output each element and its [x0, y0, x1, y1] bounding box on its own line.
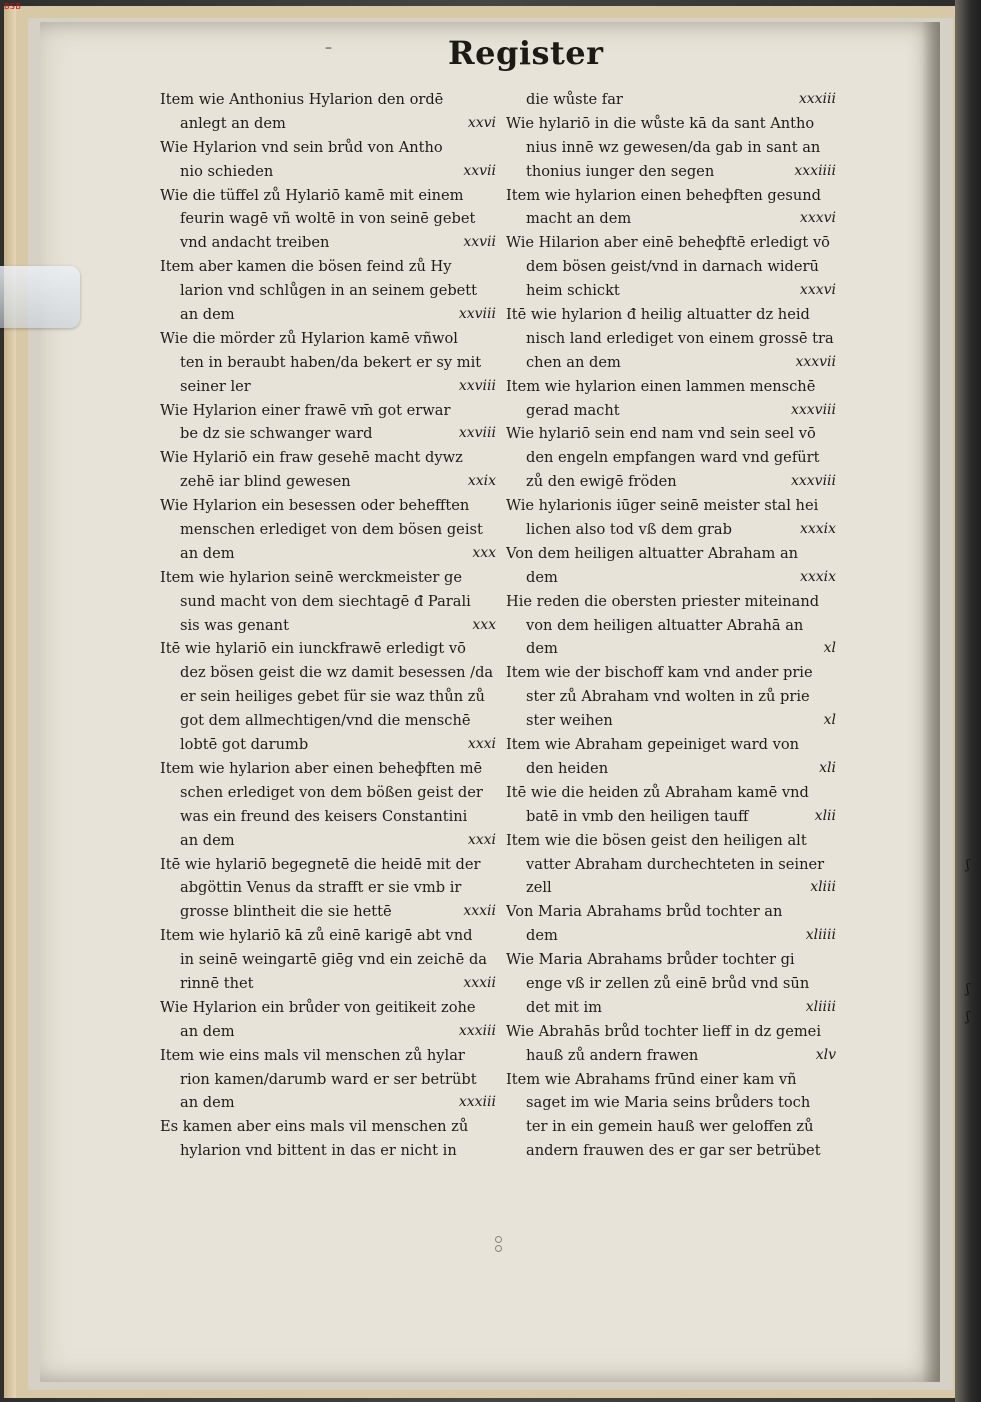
index-entry-text: ster zů Abraham vnd wolten in zů prie [526, 688, 810, 706]
index-line [160, 351, 500, 375]
folio-number: xliiii [805, 927, 836, 944]
folio-number: xxx [472, 544, 496, 561]
clear-tape-tab [0, 266, 80, 328]
index-line [160, 422, 500, 446]
index-line [506, 255, 840, 279]
index-entry-text: batē in vmb den heiligen tauff [526, 807, 749, 825]
index-entry-text: zell [526, 879, 552, 897]
index-line [160, 661, 500, 685]
index-line [160, 805, 500, 829]
index-line [160, 781, 500, 805]
index-entry-text: vnd andacht treiben [180, 234, 330, 252]
index-line [160, 709, 500, 733]
index-line [160, 1115, 500, 1139]
index-entry-text: heim schickt [526, 282, 620, 300]
index-line [506, 1044, 840, 1068]
index-entry-text: lobtē got darumb [180, 736, 309, 754]
index-entry-text: enge vß ir zellen zů einē brůd vnd sūn [526, 974, 810, 992]
index-line [506, 303, 840, 327]
index-entry-text: an dem [180, 1094, 235, 1112]
index-line [160, 399, 500, 423]
index-entry-text: Wie hylarionis iūger seinē meister stal hei [506, 497, 819, 515]
index-entry-text: Wie die tüffel zů Hylariō kamē mit einem [160, 186, 464, 204]
folio-number: xxxii [463, 974, 496, 991]
index-line [160, 231, 500, 255]
index-entry-text: Wie Hylariō ein fraw gesehē macht dywz [160, 449, 463, 467]
folio-number: xxviii [458, 377, 496, 394]
index-line [160, 685, 500, 709]
index-line [506, 542, 840, 566]
index-entry-text: den engeln empfangen ward vnd gefürt [526, 449, 820, 467]
index-entry-text: rion kamen/darumb ward er ser betrübt [180, 1070, 477, 1088]
index-entry-text: Von dem heiligen altuatter Abraham an [506, 544, 799, 562]
index-entry-text: nisch land erlediget von einem grossē tra [526, 329, 834, 347]
index-line [160, 1139, 500, 1163]
left-index-column [160, 88, 500, 1163]
index-line [160, 757, 500, 781]
index-line [160, 1091, 500, 1115]
index-line [506, 88, 840, 112]
index-entry-text: Wie Hylarion ein besessen oder behefften [160, 497, 470, 515]
index-line [506, 757, 840, 781]
index-line [160, 900, 500, 924]
index-entry-text: von dem heiligen altuatter Abrahā an [526, 616, 804, 634]
index-entry-text: die wůste far [526, 91, 623, 108]
folio-number: xliii [810, 879, 836, 896]
index-entry-text: zů den ewigē fröden [526, 473, 677, 491]
folio-number: xxx [472, 616, 496, 633]
folio-number: xxxvi [799, 210, 836, 227]
index-line [506, 375, 840, 399]
index-line [506, 661, 840, 685]
index-entry-text: Itē wie hylariō begegnetē die heidē mit der [160, 855, 481, 873]
index-line [506, 590, 840, 614]
binding-board-edge [4, 6, 16, 1398]
index-entry-text: Wie Hylarion einer frawē vm̄ got erwar [160, 401, 451, 419]
folio-number: xliiii [805, 998, 836, 1015]
index-entry-text: Item wie eins mals vil menschen zů hylar [160, 1046, 465, 1064]
index-entry-text: Itē wie hylarion đ heilig altuatter dz heid [506, 306, 810, 324]
index-line [160, 829, 500, 853]
folio-number: xxvii [463, 162, 496, 179]
right-index-column [506, 88, 840, 1163]
index-entry-text: det mit im [526, 998, 602, 1016]
index-entry-text: saget im wie Maria seins brůders toch [526, 1094, 811, 1112]
index-entry-text: ter in ein gemein hauß wer geloffen zů [526, 1118, 814, 1136]
index-line [506, 112, 840, 136]
index-entry-text: dem [526, 640, 558, 658]
index-line [160, 327, 500, 351]
index-line [160, 1068, 500, 1092]
index-entry-text: thonius iunger den segen [526, 162, 715, 180]
index-entry-text: ten in beraubt haben/da bekert er sy mit [180, 353, 482, 371]
index-line [160, 375, 500, 399]
index-entry-text: Item wie hylariō kā zů einē karigē abt vnd [160, 927, 473, 945]
index-line [160, 112, 500, 136]
index-entry-text: dez bösen geist die wz damit besessen /da [180, 664, 494, 682]
index-entry-text: was ein freund des keisers Constantini [180, 807, 468, 825]
index-line [506, 160, 840, 184]
index-line [160, 948, 500, 972]
index-entry-text: ster weihen [526, 712, 613, 730]
ornament-dot [495, 1245, 502, 1252]
index-line [160, 207, 500, 231]
folio-number: xlii [814, 807, 836, 824]
index-line [160, 446, 500, 470]
index-line [160, 637, 500, 661]
index-line [506, 900, 840, 924]
index-entry-text: Item wie der bischoff kam vnd ander prie [506, 664, 813, 682]
index-line [506, 685, 840, 709]
index-line [160, 996, 500, 1020]
index-line [160, 184, 500, 208]
index-entry-text: menschen erlediget von dem bösen geist [180, 521, 483, 539]
adjacent-glyph: ʃ [966, 982, 970, 997]
index-line [160, 614, 500, 638]
index-entry-text: Wie hylariō sein end nam vnd sein seel vō [506, 425, 816, 443]
index-entry-text: Item wie Abrahams frūnd einer kam vñ [506, 1070, 797, 1088]
index-line [506, 948, 840, 972]
index-line [506, 446, 840, 470]
index-entry-text: abgöttin Venus da strafft er sie vmb ir [180, 879, 462, 897]
index-line [506, 136, 840, 160]
folio-number: xxxix [799, 521, 836, 538]
ornament-dot [495, 1236, 502, 1243]
index-line [506, 231, 840, 255]
index-entry-text: Wie hylariō in die wůste kā da sant Antho [506, 114, 815, 132]
folio-number: xl [823, 640, 836, 657]
index-entry-text: zehē iar blind gewesen [180, 473, 351, 491]
page-title: Register [448, 34, 604, 72]
index-line [506, 614, 840, 638]
index-line [160, 279, 500, 303]
index-line [506, 733, 840, 757]
folio-number: xxxix [799, 568, 836, 585]
index-entry-text: seiner ler [180, 377, 251, 395]
index-entry-text: Item aber kamen die bösen feind zů Hy [160, 258, 452, 276]
index-line [506, 996, 840, 1020]
index-line [506, 805, 840, 829]
index-line [506, 829, 840, 853]
index-line [506, 924, 840, 948]
index-line [506, 470, 840, 494]
folio-number: xxxvi [799, 282, 836, 299]
index-entry-text: Item wie hylarion einen lammen menschē [506, 377, 816, 395]
index-line [506, 1068, 840, 1092]
index-entry-text: be dz sie schwanger ward [180, 425, 373, 443]
folio-number: xxxii [463, 903, 496, 920]
index-line [160, 972, 500, 996]
index-entry-text: Es kamen aber eins mals vil menschen zů [160, 1118, 469, 1136]
folio-number: xxix [467, 473, 496, 490]
folio-number: xxxviii [790, 401, 836, 418]
adjacent-page-edge [962, 0, 981, 1402]
index-entry-text: andern frauwen des er gar ser betrübet [526, 1142, 821, 1160]
index-entry-text: Wie Hylarion vnd sein brůd von Antho [160, 138, 443, 156]
index-entry-text: Item wie die bösen geist den heiligen alt [506, 831, 807, 849]
header-dash: – [325, 40, 332, 56]
index-line [160, 566, 500, 590]
index-line [506, 781, 840, 805]
index-entry-text: Wie die mörder zů Hylarion kamē vñwol [160, 329, 458, 347]
index-line [506, 637, 840, 661]
index-entry-text: an dem [180, 831, 235, 849]
index-entry-text: schen erlediget von dem bößen geist der [180, 783, 483, 801]
index-line [160, 494, 500, 518]
index-line [160, 160, 500, 184]
index-entry-text: got dem allmechtigen/vnd die menschē [180, 712, 471, 730]
index-entry-text: hauß zů andern frawen [526, 1046, 699, 1064]
index-entry-text: Itē wie hylariō ein iunckfrawē erledigt vō [160, 640, 466, 658]
index-line [506, 327, 840, 351]
index-line [160, 255, 500, 279]
index-entry-text: dem [526, 568, 558, 586]
folio-number: xxvii [463, 234, 496, 251]
index-line [506, 494, 840, 518]
index-entry-text: macht an dem [526, 210, 632, 228]
index-entry-text: hylarion vnd bittent in das er nicht in [180, 1142, 457, 1160]
index-entry-text: an dem [180, 306, 235, 324]
folio-number: xli [819, 759, 836, 776]
page-ornament [493, 1234, 503, 1254]
index-line [506, 422, 840, 446]
index-entry-text: vatter Abraham durchechteten in seiner [526, 855, 825, 873]
index-entry-text: dem bösen geist/vnd in darnach widerū [526, 258, 819, 276]
index-line [506, 876, 840, 900]
index-entry-text: larion vnd schlůgen in an seinem gebett [180, 282, 478, 300]
index-line [506, 518, 840, 542]
index-line [160, 590, 500, 614]
index-line [506, 351, 840, 375]
index-entry-text: lichen also tod vß dem grab [526, 521, 732, 539]
index-line [506, 184, 840, 208]
index-entry-text: anlegt an dem [180, 114, 286, 132]
index-entry-text: Item wie hylarion einen beheфften gesund [506, 186, 822, 204]
index-entry-text: Item wie Anthonius Hylarion den ordē [160, 91, 444, 108]
index-entry-text: an dem [180, 544, 235, 562]
index-entry-text: Von Maria Abrahams brůd tochter an [506, 903, 783, 921]
index-entry-text: Itē wie die heiden zů Abraham kamē vnd [506, 783, 809, 801]
index-line [160, 924, 500, 948]
folio-number: xxviii [458, 425, 496, 442]
index-line [506, 566, 840, 590]
index-line [160, 136, 500, 160]
index-entry-text: rinnē thet [180, 974, 254, 992]
folio-number: xxxi [467, 736, 496, 753]
index-line [506, 279, 840, 303]
folio-number: xlv [815, 1046, 836, 1063]
index-line [506, 1115, 840, 1139]
index-entry-text: nio schieden [180, 162, 274, 180]
index-entry-text: an dem [180, 1022, 235, 1040]
index-line [506, 1091, 840, 1115]
page-gutter-shadow [922, 22, 940, 1382]
index-line [160, 303, 500, 327]
index-line [160, 542, 500, 566]
adjacent-glyph: ʃ [966, 1010, 970, 1025]
index-line [160, 1020, 500, 1044]
folio-number: xl [823, 712, 836, 729]
folio-number: xxxiii [798, 91, 836, 107]
folio-number: xxviii [458, 306, 496, 323]
index-entry-text: Wie Hilarion aber einē beheфftē erledigt vō [506, 234, 830, 252]
index-line [506, 207, 840, 231]
folio-number: xxvi [467, 114, 496, 131]
index-entry-text: sis was genant [180, 616, 289, 634]
index-entry-text: dem [526, 927, 558, 945]
index-line [506, 972, 840, 996]
folio-number: xxxiii [458, 1022, 496, 1039]
index-entry-text: Wie Maria Abrahams brůder tochter gi [506, 951, 795, 969]
index-line [506, 399, 840, 423]
library-marker: BSB [4, 2, 22, 11]
index-line [160, 88, 500, 112]
index-entry-text: Item wie hylarion aber einen beheфften mē [160, 759, 483, 777]
index-entry-text: chen an dem [526, 353, 621, 371]
index-entry-text: Item wie Abraham gepeiniget ward von [506, 736, 800, 754]
index-entry-text: feurin wagē vñ woltē in von seinē gebet [180, 210, 476, 228]
index-line [160, 1044, 500, 1068]
index-line [506, 709, 840, 733]
index-line [160, 518, 500, 542]
index-line [506, 1020, 840, 1044]
index-entry-text: gerad macht [526, 401, 620, 419]
folio-number: xxxiiii [794, 162, 836, 179]
index-line [160, 733, 500, 757]
folio-number: xxxviii [790, 473, 836, 490]
index-entry-text: in seinē weingartē giēg vnd ein zeichē da [180, 951, 488, 969]
index-line [160, 853, 500, 877]
index-entry-text: grosse blintheit die sie hettē [180, 903, 392, 921]
index-entry-text: Item wie hylarion seinē werckmeister ge [160, 568, 462, 586]
folio-number: xxxiii [458, 1094, 496, 1111]
index-entry-text: sund macht von dem siechtagē đ Parali [180, 592, 471, 610]
index-line [506, 1139, 840, 1163]
index-entry-text: Wie Hylarion ein brůder von geitikeit zohe [160, 998, 476, 1016]
index-line [160, 876, 500, 900]
index-entry-text: nius innē wz gewesen/da gab in sant an [526, 138, 821, 156]
index-line [160, 470, 500, 494]
index-entry-text: Hie reden die obersten priester miteinand [506, 592, 820, 610]
index-entry-text: Wie Abrahās brůd tochter lieff in dz gemei [506, 1022, 821, 1040]
folio-number: xxxi [467, 831, 496, 848]
adjacent-glyph: ʃ [966, 858, 970, 873]
index-entry-text: er sein heiliges gebet für sie waz thůn zů [180, 688, 485, 706]
index-line [506, 853, 840, 877]
index-entry-text: den heiden [526, 759, 609, 777]
folio-number: xxxvii [795, 353, 836, 370]
